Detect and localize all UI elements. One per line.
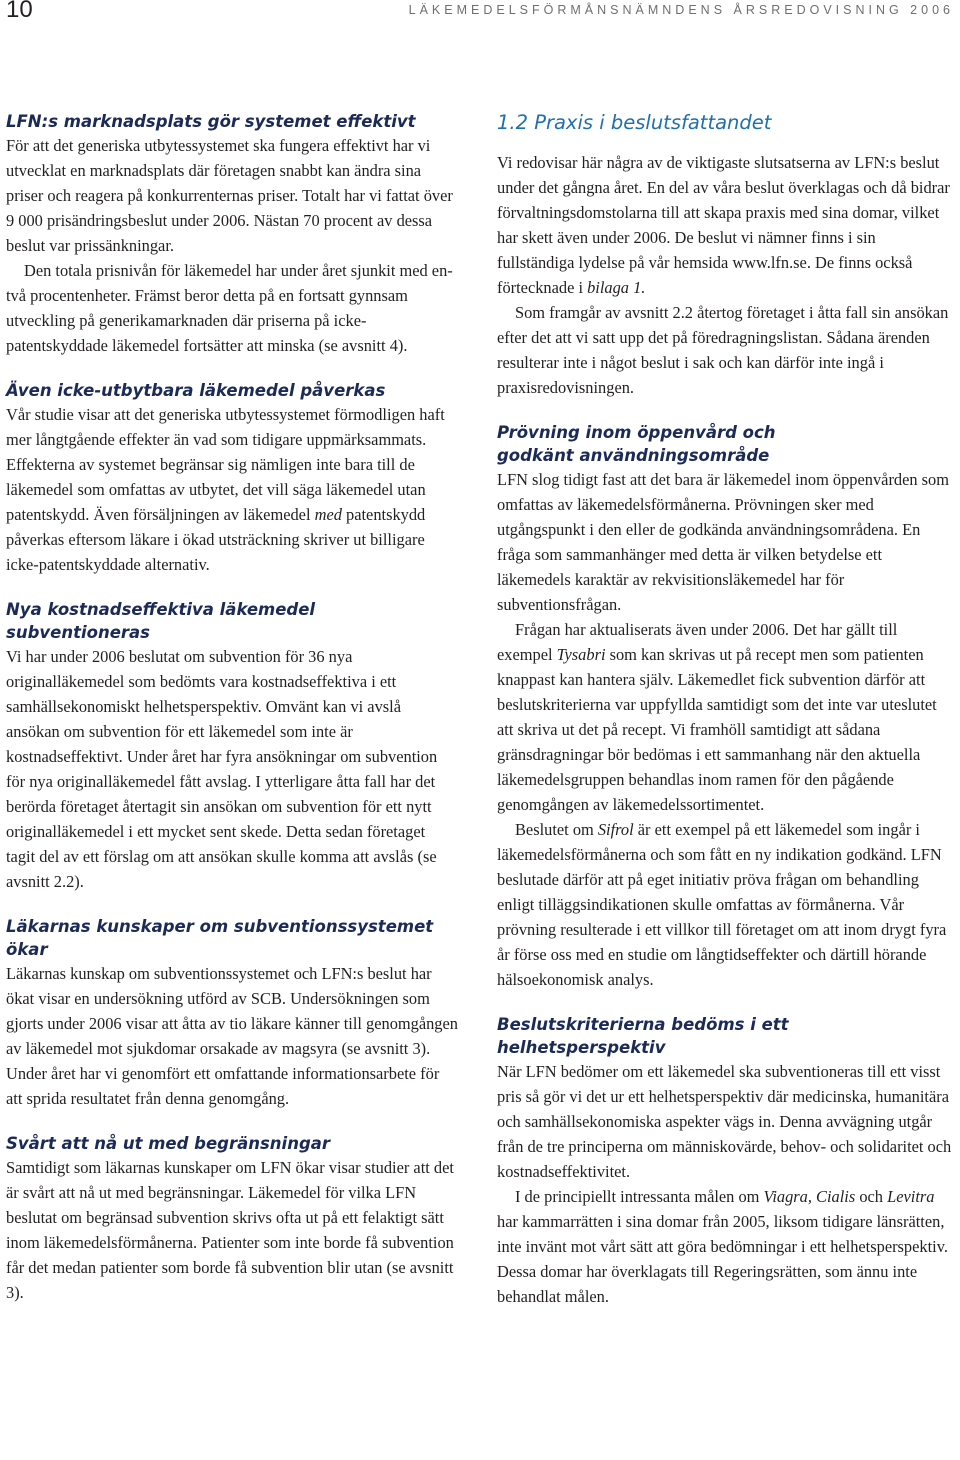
running-header: LÄKEMEDELSFÖRMÅNSNÄMNDENS ÅRSREDOVISNING 2006	[408, 3, 954, 17]
heading-line: Prövning inom öppenvård och	[497, 423, 776, 442]
text-run: Beslutet om	[515, 820, 598, 839]
right-column	[497, 110, 955, 1309]
text-run: patentskydd påverkas eftersom läkare i ökad utsträckning skriver ut billigare icke-patentskyddade alternativ.	[6, 505, 426, 574]
paragraph: LFN slog tidigt fast att det bara är läkemedel inom öppenvården som omfattas av läkemedelsförmånerna. Prövningen sker med utgångspunkt i den eller de godkända användningsområdena. En fråga som sammanhänger med detta är vilken betydelse ett läkemedels karaktär av rekvisitionsläkemedel har för subventionsfrågan.	[497, 470, 949, 614]
text-run: och	[855, 1187, 888, 1206]
emphasis: Sifrol	[597, 820, 634, 839]
section-heading: Beslutskriterierna bedöms i ett helhetsperspektiv	[497, 1015, 789, 1057]
section-marknadsplats	[6, 110, 458, 358]
text-run: I de principiellt intressanta målen om	[515, 1187, 764, 1206]
paragraph: När LFN bedömer om ett läkemedel ska subventioneras till ett visst pris så gör vi det ur ett helhetsperspektiv där medicinska, humanitära och samhällsekonomiska aspekter vägs in. Denna avvägning utgår från de tre principerna om människovärde, behov- och solidaritet och kostnadseffektivitet.	[497, 1062, 952, 1181]
section-heading: Svårt att nå ut med begränsningar	[6, 1134, 331, 1153]
section-kostnadseffektiva	[6, 598, 458, 894]
paragraph: För att det generiska utbytessystemet ska fungera effektivt har vi utvecklat en marknadsplats där företagen snabbt kan ändra sina priser och reagera på konkurrenternas priser. Totalt har vi fattat över 9 000 prisändringsbeslut under 2006. Nästan 70 procent av dessa beslut var prissänkningar.	[6, 136, 453, 255]
section-praxis	[497, 110, 955, 400]
section-beslutskriterierna	[497, 1013, 955, 1309]
paragraph	[497, 150, 955, 300]
section-heading	[497, 421, 955, 467]
heading-line: godkänt användningsområde	[497, 446, 770, 465]
emphasis: Viagra, Cialis	[763, 1187, 856, 1206]
left-column	[6, 110, 458, 1305]
section-heading: Nya kostnadseffektiva läkemedel subventioneras	[6, 600, 316, 642]
text-run: Frågan har aktualiserats även under 2006. Det har gällt till exempel	[497, 620, 898, 664]
text-run: är ett exempel på ett läkemedel som ingår i läkemedelsförmånerna och som fått en ny indikation godkänd. LFN beslutade därför att på eget initiativ pröva frågan om behandling enligt tilläggsindikationen skulle omfattas av förmånerna. Vår prövning resulterade i ett villkor till företaget om att inom drygt fyra år förse oss med en studie om långtidseffekter och därtill hörande hälsoekonomisk analys.	[497, 820, 947, 989]
page-number: 10	[6, 0, 33, 23]
text-run: Vår studie visar att det generiska utbytessystemet förmodligen haft mer långtgående effekter än vad som tidigare uppmärksammats. Effekterna av systemet begränsar sig nämligen inte bara till de läkemedel som omfattas av utbytet, det vill säga läkemedel utan patentskydd. Även försäljningen av läkemedel	[6, 405, 445, 524]
paragraph: Som framgår av avsnitt 2.2 återtog företaget i åtta fall sin ansökan efter det att vi satt upp det på föredragningslistan. Sådana ärenden resulterar inte i något beslut i sak och kan därför inte ingå i praxisredovisningen.	[497, 303, 949, 397]
text-run: som kan skrivas ut på recept men som patienten knappast kan hantera själv. Läkemedlet fick subvention därför att beslutskriterierna var uppfyllda samtidigt som det inte var uteslutet att skriva ut det på recept. Vi framhöll samtidigt att sådana gränsdragningar bör bedömas i ett sammanhang när den aktuella läkemedelsgruppen behandlas inom ramen för den pågående genomgången av läkemedelssortimentet.	[497, 645, 937, 814]
paragraph: Samtidigt som läkarnas kunskaper om LFN ökar visar studier att det är svårt att nå ut med begränsningar. Läkemedel för vilka LFN beslutat om begränsad subvention skrivs ofta ut på ett felaktigt sätt inom läkemedelsförmånerna. Patienter som inte borde få subvention får det medan patienter som borde få subvention blir utan (se avsnitt 3).	[6, 1158, 454, 1302]
paragraph	[497, 817, 955, 992]
section-begransningar	[6, 1132, 458, 1305]
chapter-heading: 1.2 Praxis i beslutsfattandet	[497, 111, 772, 134]
emphasis: bilaga 1.	[587, 278, 646, 297]
emphasis: Levitra	[887, 1187, 935, 1206]
paragraph: Läkarnas kunskap om subventionssystemet och LFN:s beslut har ökat visar en undersökning utförd av SCB. Undersökningen som gjorts under 2006 visar att åtta av tio läkare känner till genomgången av läkemedel mot sjukdomar orsakade av magsyra (se avsnitt 3). Under året har vi genomfört ett omfattande informationsarbete för att sprida resultatet från denna genomgång.	[6, 964, 458, 1108]
paragraph	[497, 617, 955, 817]
section-provning	[497, 421, 955, 992]
section-heading: Läkarnas kunskaper om subventionssystemet ökar	[6, 917, 434, 959]
paragraph	[6, 402, 458, 577]
paragraph: Den totala prisnivån för läkemedel har under året sjunkit med en-två procentenheter. Främst beror detta på en fortsatt gynnsam utveckling på generikamarknaden där priserna på icke-patentskyddade läkemedel fortsätter att minska (se avsnitt 4).	[6, 261, 453, 355]
emphasis: med	[314, 505, 342, 524]
section-heading: Även icke-utbytbara läkemedel påverkas	[6, 381, 386, 400]
section-heading: LFN:s marknadsplats gör systemet effektivt	[6, 112, 416, 131]
section-lakarnas-kunskaper	[6, 915, 458, 1111]
paragraph: Vi har under 2006 beslutat om subvention för 36 nya originalläkemedel som bedömts vara kostnadseffektiva i ett samhällsekonomiskt helhetsperspektiv. Omvänt kan vi avslå ansökan om subvention för ett läkemedel som inte är kostnadseffektivt. Under året har fyra ansökningar om subvention för nya originalläkemedel fått avslag. I ytterligare åtta fall har det berörda företaget återtagit sin ansökan om subvention för ett nytt originalläkemedel i ett mycket sent skede. Detta sedan företaget tagit del av ett förslag om att ansökan skulle komma att avslås (se avsnitt 2.2).	[6, 647, 438, 891]
section-icke-utbytbara	[6, 379, 458, 577]
text-run: har kammarrätten i sina domar från 2005, liksom tidigare länsrätten, inte invänt mot vårt sätt att göra bedömningar i ett helhetsperspektiv. Dessa domar har överklagats till Regeringsrätten, som ännu inte behandlat målen.	[497, 1212, 948, 1306]
text-run: Vi redovisar här några av de viktigaste slutsatserna av LFN:s beslut under det gångna året. En del av våra beslut överklagas och då bidrar förvaltningsdomstolarna till att skapa praxis med sina domar, vilket har skett även under 2006. De beslut vi nämner finns i sin fullständiga lydelse på vår hemsida www.lfn.se. De finns också förtecknade i	[497, 153, 950, 297]
paragraph	[497, 1184, 955, 1309]
emphasis: Tysabri	[556, 645, 606, 664]
